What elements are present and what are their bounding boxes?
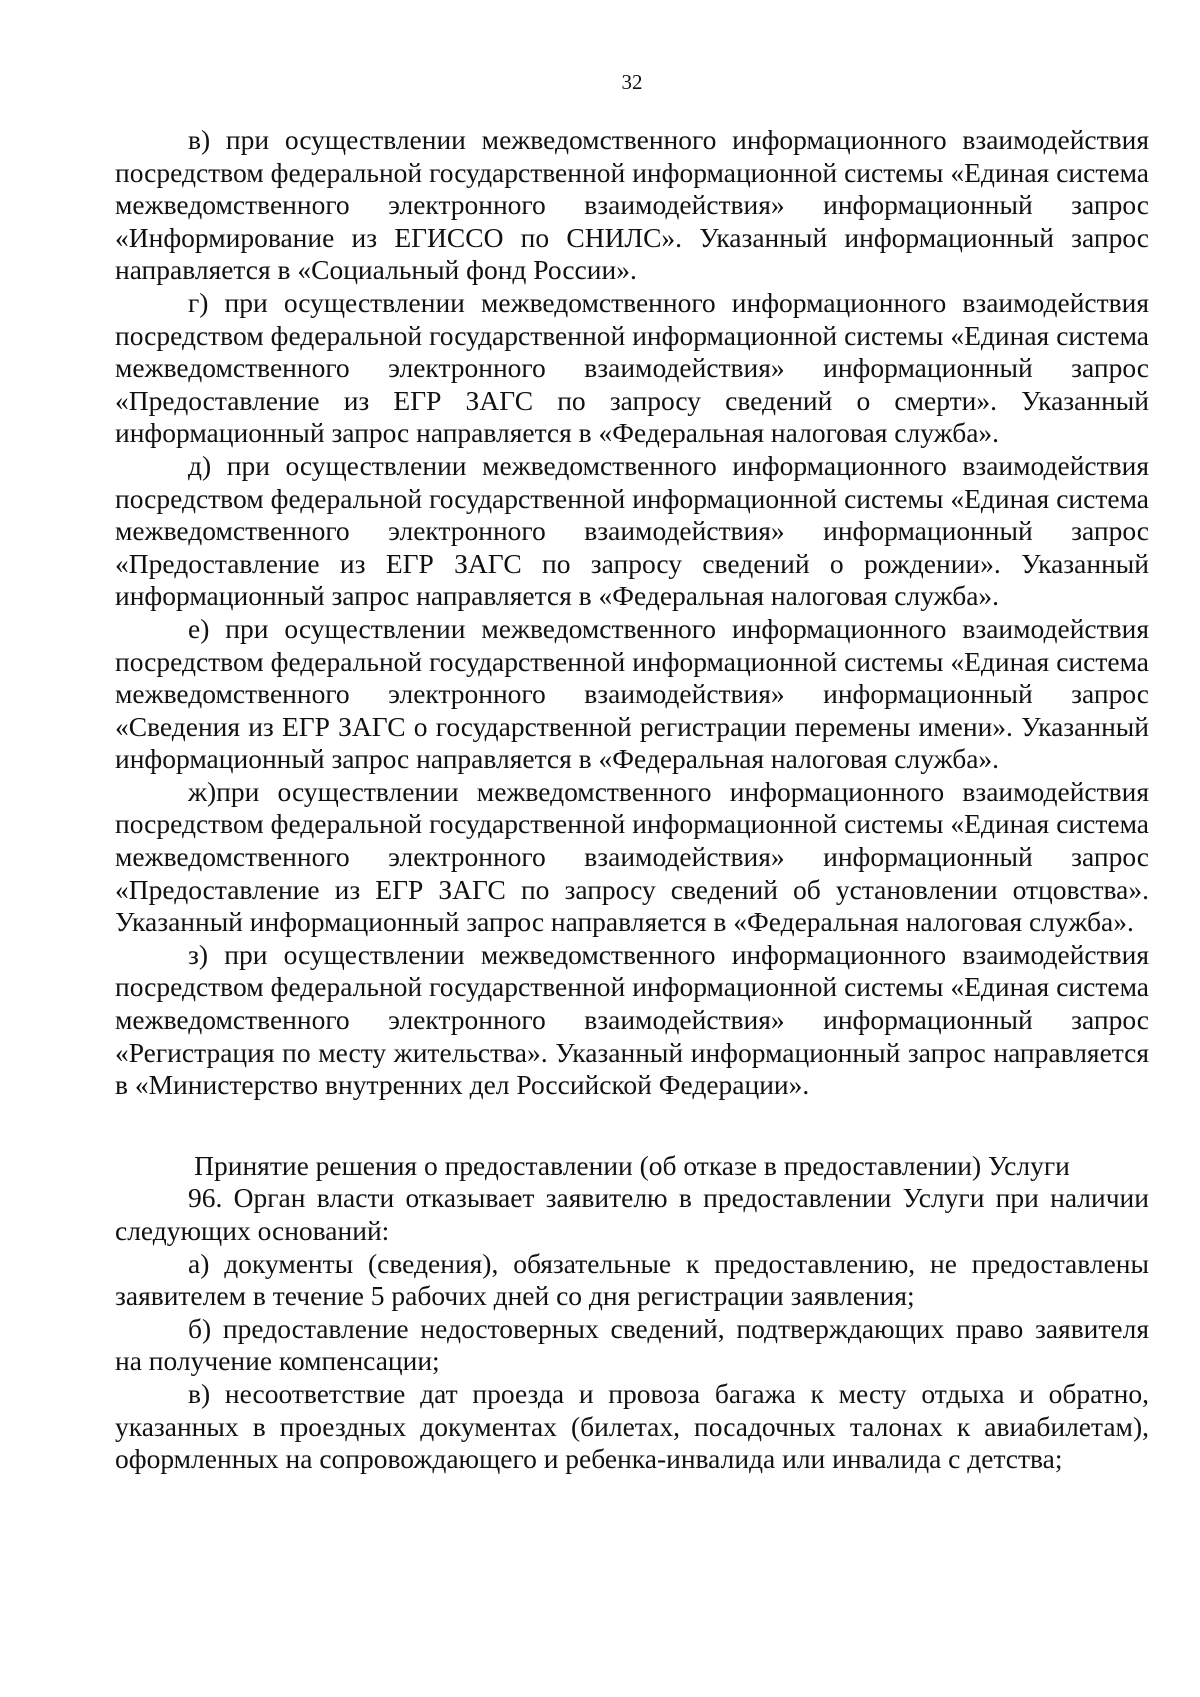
section-heading: Принятие решения о предоставлении (об отказе в предоставлении) Услуги: [194, 1149, 1070, 1181]
paragraph-z: з) при осуществлении межведомственного информационного взаимодействия посредством федеральной государственной информационной системы «Единая система межведомственного электронного взаимодействия» информационный запрос «Регистрация по месту жительства». Указанный информационный запрос направляется в «Министерство внутренних дел Российской Федерации».: [115, 938, 1149, 1101]
page-number: 32: [621, 70, 643, 94]
paragraph-96-b: б) предоставление недостоверных сведений, подтверждающих право заявителя на получение компенсации;: [115, 1312, 1149, 1377]
paragraph-v: в) при осуществлении межведомственного информационного взаимодействия посредством федеральной государственной информационной системы «Единая система межведомственного электронного взаимодействия» информационный запрос «Информирование из ЕГИССО по СНИЛС». Указанный информационный запрос направляется в «Социальный фонд России».: [115, 124, 1149, 286]
document-body: [115, 124, 1149, 1476]
paragraph-96-v: в) несоответствие дат проезда и провоза багажа к месту отдыха и обратно, указанных в проездных документах (билетах, посадочных талонах к авиабилетам), оформленных на сопровождающего и ребенка-инвалида или инвалида с детства;: [115, 1377, 1149, 1475]
paragraph-e: е) при осуществлении межведомственного информационного взаимодействия посредством федеральной государственной информационной системы «Единая система межведомственного электронного взаимодействия» информационный запрос «Сведения из ЕГР ЗАГС о государственной регистрации перемены имени». Указанный информационный запрос направляется в «Федеральная налоговая служба».: [115, 612, 1149, 775]
paragraph-d: д) при осуществлении межведомственного информационного взаимодействия посредством федеральной государственной информационной системы «Единая система межведомственного электронного взаимодействия» информационный запрос «Предоставление из ЕГР ЗАГС по запросу сведений о рождении». Указанный информационный запрос направляется в «Федеральная налоговая служба».: [115, 449, 1149, 612]
paragraph-96: 96. Орган власти отказывает заявителю в предоставлении Услуги при наличии следующих оснований:: [115, 1182, 1149, 1246]
paragraph-g: г) при осуществлении межведомственного информационного взаимодействия посредством федеральной государственной информационной системы «Единая система межведомственного электронного взаимодействия» информационный запрос «Предоставление из ЕГР ЗАГС по запросу сведений о смерти». Указанный информационный запрос направляется в «Федеральная налоговая служба».: [115, 286, 1149, 449]
paragraph-zh: ж)при осуществлении межведомственного информационного взаимодействия посредством федеральной государственной информационной системы «Единая система межведомственного электронного взаимодействия» информационный запрос «Предоставление из ЕГР ЗАГС по запросу сведений об установлении отцовства». Указанный информационный запрос направляется в «Федеральная налоговая служба».: [115, 775, 1149, 938]
paragraph-96-a: а) документы (сведения), обязательные к предоставлению, не предоставлены заявителем в течение 5 рабочих дней со дня регистрации заявления;: [115, 1247, 1149, 1312]
